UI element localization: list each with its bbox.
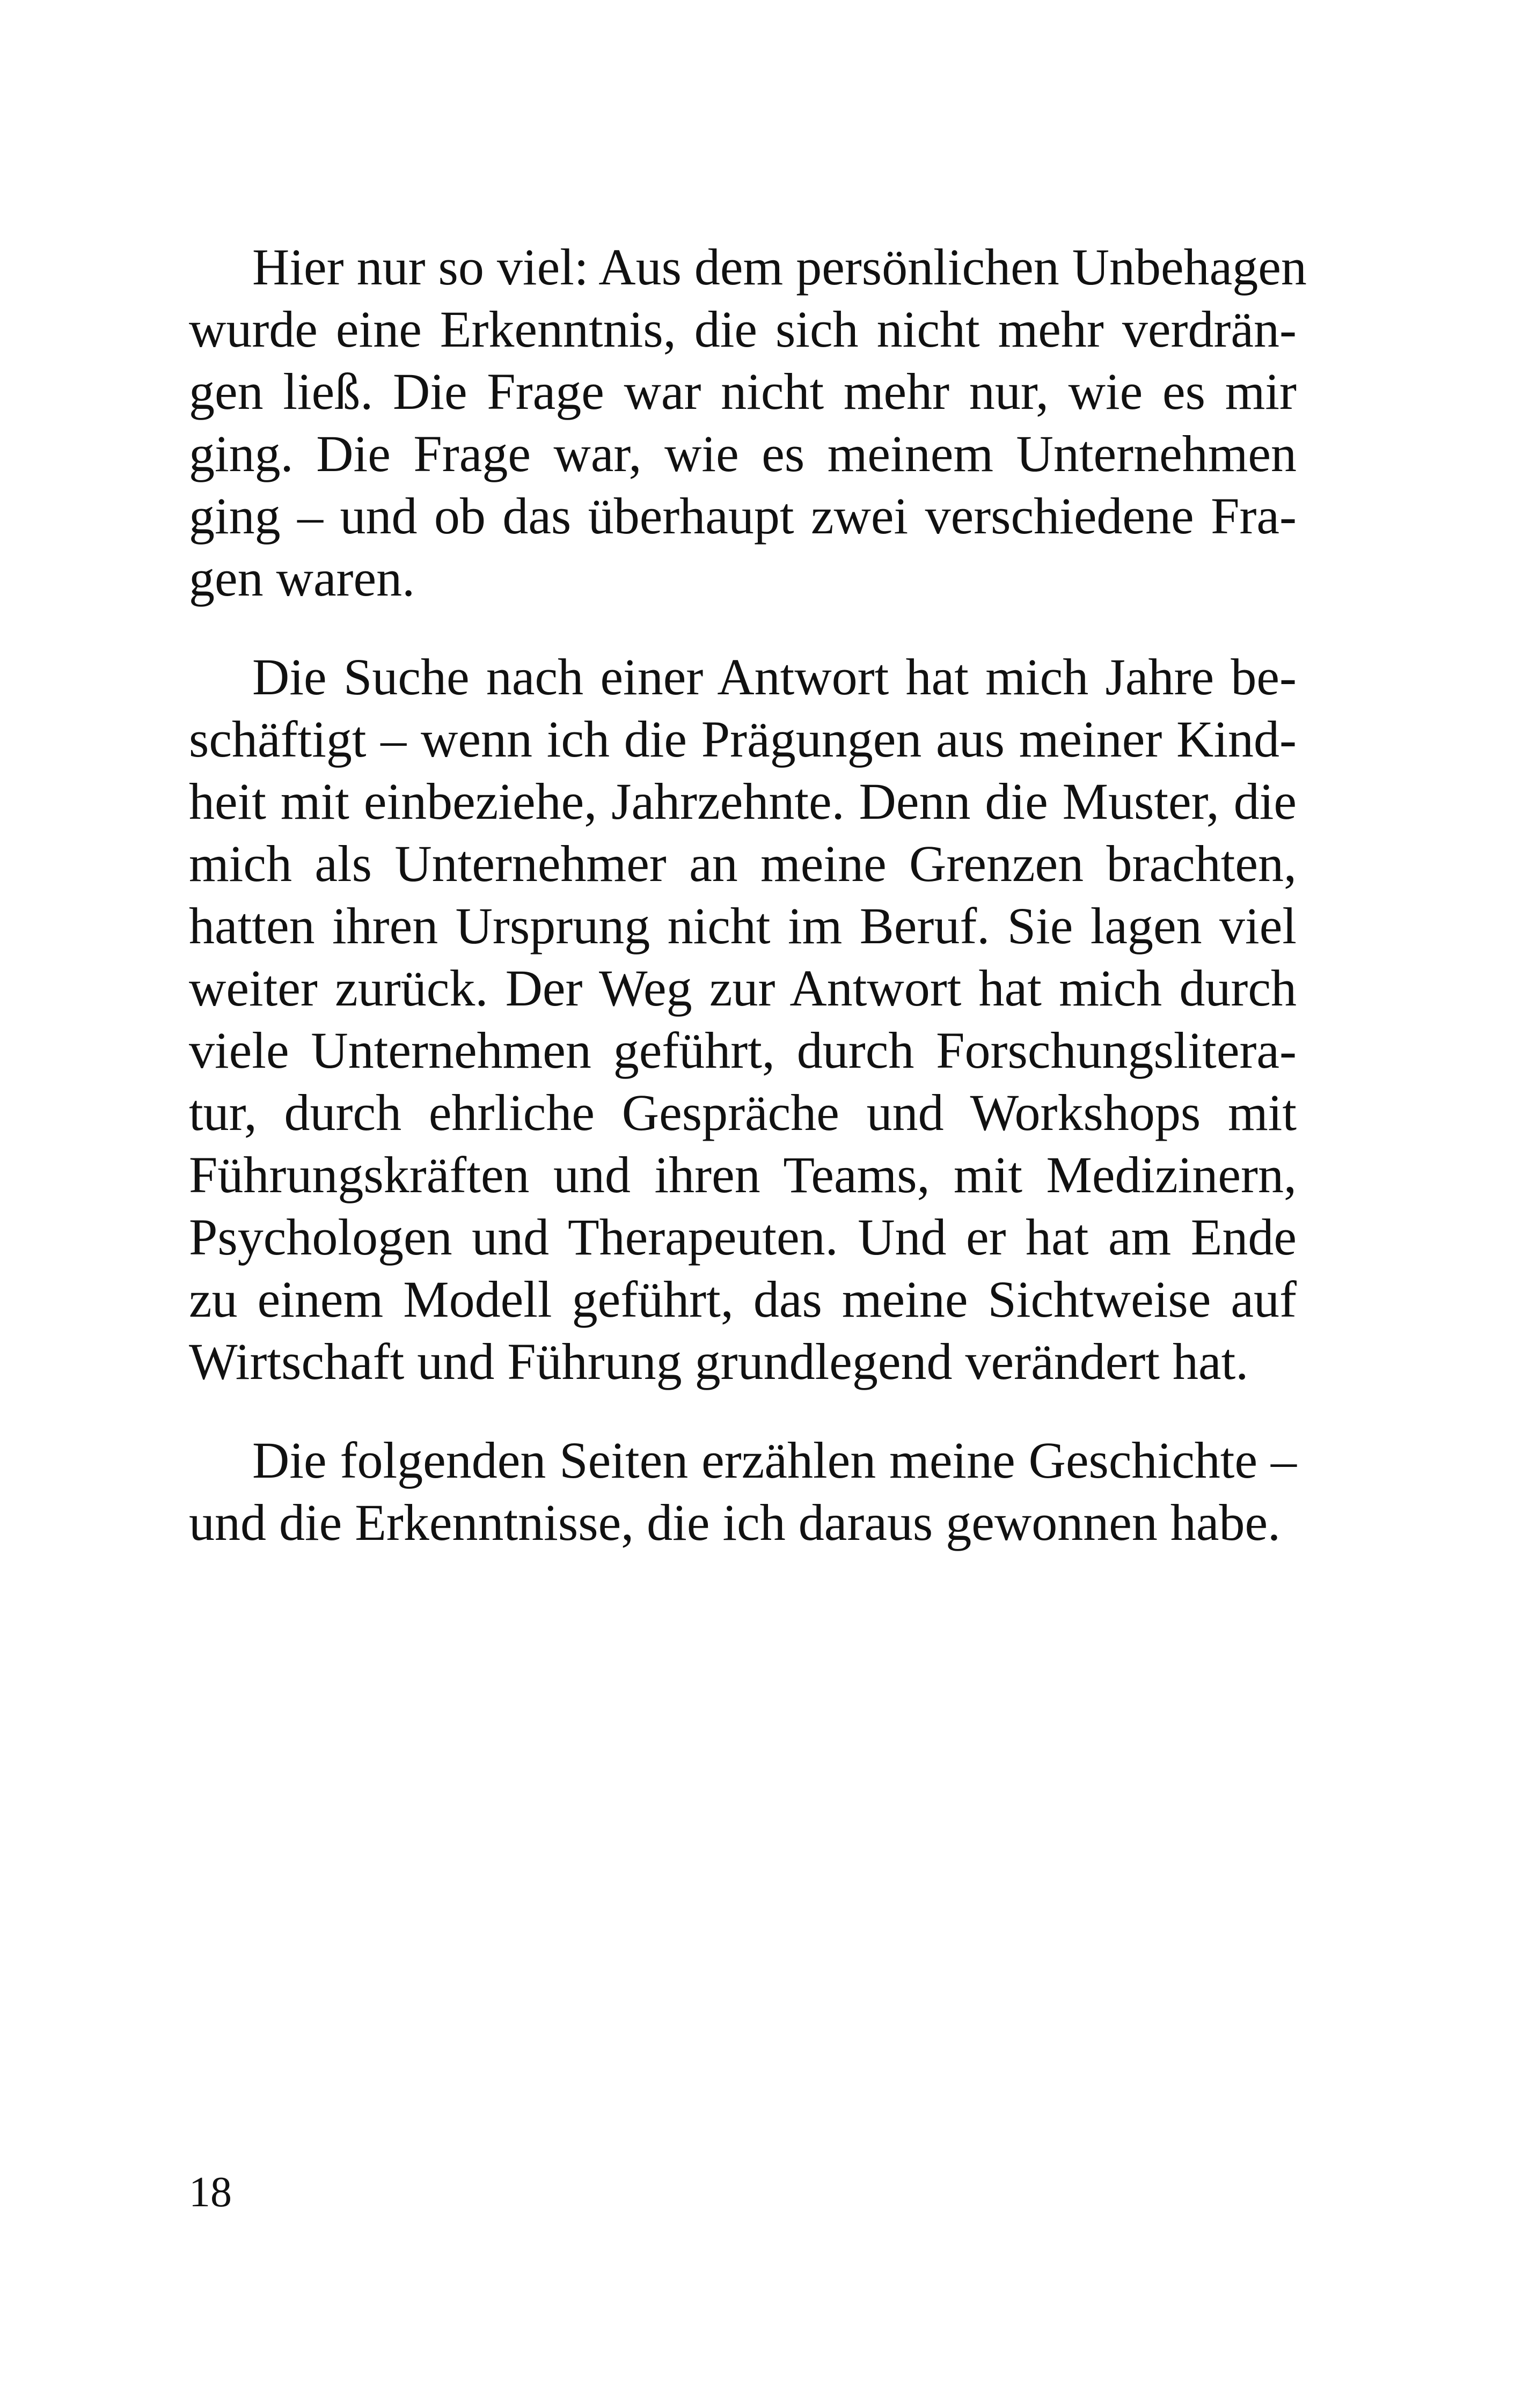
text-line: gen waren. xyxy=(189,549,415,607)
text-line: tur, durch ehrliche Gespräche und Workshops mit xyxy=(189,1084,1297,1141)
text-line: Hier nur so viel: Aus dem persönlichen Unbehagen xyxy=(252,238,1307,296)
text-line: zu einem Modell geführt, das meine Sichtweise auf xyxy=(189,1271,1297,1328)
text-line: schäftigt – wenn ich die Prägungen aus meiner Kind- xyxy=(189,710,1297,768)
paragraph xyxy=(189,1429,1297,1554)
text-line: heit mit einbeziehe, Jahrzehnte. Denn die Muster, die xyxy=(189,773,1297,830)
text-line: Die Suche nach einer Antwort hat mich Jahre be- xyxy=(252,648,1297,706)
text-line: gen ließ. Die Frage war nicht mehr nur, wie es mir xyxy=(189,363,1297,420)
paragraph-gap xyxy=(189,1393,1297,1429)
text-line: ging – und ob das überhaupt zwei verschiedene Fra- xyxy=(189,487,1297,545)
page-number: 18 xyxy=(189,2169,232,2216)
text-line: mich als Unternehmer an meine Grenzen brachten, xyxy=(189,835,1297,892)
paragraph-gap xyxy=(189,610,1297,646)
body-text xyxy=(189,236,1307,1554)
text-line: ging. Die Frage war, wie es meinem Unternehmen xyxy=(189,425,1297,482)
text-line: Wirtschaft und Führung grundlegend verändert hat. xyxy=(189,1333,1249,1390)
text-line: weiter zurück. Der Weg zur Antwort hat mich durch xyxy=(189,959,1297,1017)
text-line: Führungskräften und ihren Teams, mit Medizinern, xyxy=(189,1146,1297,1203)
text-line: Die folgenden Seiten erzählen meine Geschichte – xyxy=(252,1431,1297,1489)
text-line: Psychologen und Therapeuten. Und er hat am Ende xyxy=(189,1208,1297,1266)
paragraph xyxy=(189,646,1297,1393)
text-line: hatten ihren Ursprung nicht im Beruf. Sie lagen viel xyxy=(189,897,1297,955)
text-line: und die Erkenntnisse, die ich daraus gewonnen habe. xyxy=(189,1494,1281,1551)
paragraph xyxy=(189,236,1307,610)
text-line: viele Unternehmen geführt, durch Forschungslitera- xyxy=(189,1022,1297,1079)
text-line: wurde eine Erkenntnis, die sich nicht mehr verdrän- xyxy=(189,300,1297,358)
